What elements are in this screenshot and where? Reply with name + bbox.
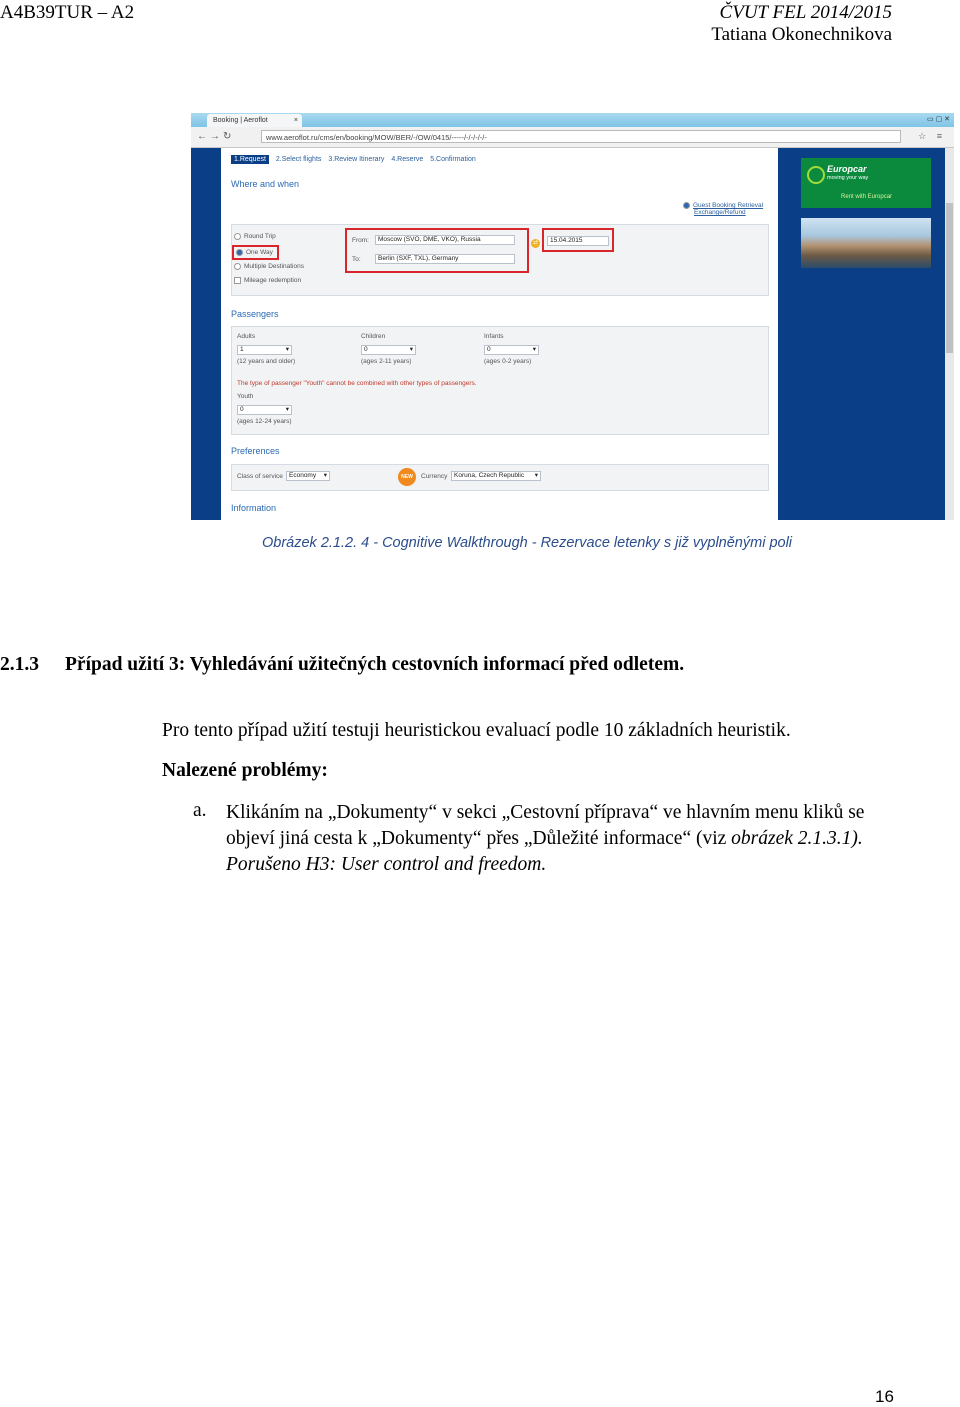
info-icon [683, 202, 690, 209]
trip-one-way[interactable] [232, 245, 279, 260]
adults-note: (12 years and older) [237, 358, 296, 365]
from-label: From: [352, 237, 369, 244]
youth-value: 0 [240, 406, 244, 413]
booking-steps [231, 154, 481, 166]
header-university: ČVUT FEL 2014/2015 [719, 2, 892, 23]
children-label: Children [361, 333, 386, 340]
currency-value: Koruna, Czech Republic [454, 472, 525, 479]
date-field[interactable]: 15.04.2015 [547, 236, 609, 246]
intro-paragraph: Pro tento případ užití testuji heuristickou evaluací podle 10 základních heuristik. [162, 720, 791, 741]
trip-mileage[interactable] [234, 277, 301, 284]
trip-round[interactable] [234, 233, 276, 240]
step-review[interactable]: 3.Review Itinerary [328, 156, 385, 163]
infants-select[interactable] [484, 345, 539, 355]
to-field[interactable]: Berlin (SXF, TXL), Germany [375, 254, 515, 264]
currency-select[interactable] [451, 471, 541, 481]
youth-warning: The type of passenger "Youth" cannot be combined with other types of passengers. [237, 380, 477, 387]
trip-panel [231, 224, 769, 296]
infants-note: (ages 0-2 years) [484, 358, 532, 365]
browser-tab[interactable] [207, 114, 302, 127]
adults-label: Adults [237, 333, 256, 340]
to-label: To: [352, 256, 361, 263]
chevron-down-icon: ▾ [409, 346, 413, 353]
children-select[interactable] [361, 345, 416, 355]
list-item-italic: obrázek 2.1.3.1). Porušeno H3: User control and freedom. [226, 828, 863, 875]
europcar-cta: Rent with Europcar [841, 194, 893, 200]
where-when-title: Where and when [231, 179, 300, 189]
passengers-title: Passengers [231, 309, 279, 319]
address-bar [191, 127, 954, 148]
close-icon[interactable]: × [293, 117, 298, 124]
header-course-code: A4B39TUR – A2 [0, 2, 135, 23]
class-label: Class of service [237, 473, 283, 480]
swap-icon[interactable]: ⇄ [532, 240, 539, 246]
youth-label: Youth [237, 393, 254, 400]
trip-mileage-label: Mileage redemption [244, 277, 302, 285]
class-select[interactable] [286, 471, 330, 481]
header-right [711, 2, 892, 46]
class-value: Economy [289, 472, 317, 479]
checkbox-icon [234, 277, 241, 284]
adults-select[interactable] [237, 345, 292, 355]
from-field[interactable]: Moscow (SVO, DME, VKO), Russia [375, 235, 515, 245]
europcar-tagline: moving your way [827, 175, 869, 181]
radio-icon [236, 249, 243, 256]
harbor-photo [801, 218, 931, 268]
list-item-text: Klikáním na „Dokumenty“ v sekci „Cestovní příprava“ ve hlavním menu kliků se objeví jiná cesta k „Dokumenty“ přes „Důležité informace“ (viz [226, 802, 865, 849]
chevron-down-icon: ▾ [285, 406, 289, 413]
step-request[interactable]: 1.Request [231, 155, 269, 164]
ad-sidebar [791, 148, 941, 520]
chevron-down-icon: ▾ [532, 346, 536, 353]
trip-round-label: Round Trip [244, 233, 276, 241]
date-box [542, 228, 614, 252]
chevron-down-icon: ▾ [534, 472, 538, 479]
preferences-panel [231, 464, 769, 491]
tab-title: Booking | Aeroflot [213, 117, 268, 124]
step-confirmation[interactable]: 5.Confirmation [430, 156, 476, 163]
list-item [226, 800, 876, 878]
figure-caption: Obrázek 2.1.2. 4 - Cognitive Walkthrough - Rezervace letenky s již vyplněnými poli [262, 535, 793, 551]
information-title: Information [231, 503, 277, 513]
scrollbar[interactable] [945, 148, 954, 520]
exchange-refund-link[interactable]: Exchange/Refund [694, 209, 746, 217]
window-controls-icon[interactable]: ▭ ▢ ✕ [927, 116, 950, 123]
passengers-panel [231, 326, 769, 435]
scrollbar-thumb[interactable] [946, 203, 953, 353]
infants-value: 0 [487, 346, 491, 353]
route-fields [345, 228, 529, 273]
problems-heading: Nalezené problémy: [162, 760, 328, 781]
currency-label: Currency [421, 473, 448, 480]
new-badge: NEW [398, 468, 416, 486]
step-select-flights[interactable]: 2.Select flights [275, 156, 322, 163]
header-author: Tatiana Okonechnikova [711, 24, 892, 45]
preferences-title: Preferences [231, 446, 280, 456]
nav-buttons-icon[interactable]: ←→↻ [197, 131, 235, 142]
europcar-logo-icon [807, 166, 825, 184]
star-icon[interactable]: ☆ ≡ [918, 131, 946, 141]
youth-note: (ages 12-24 years) [237, 418, 292, 425]
list-marker: a. [193, 800, 207, 821]
section-heading [0, 654, 684, 676]
url-field[interactable]: www.aeroflot.ru/cms/en/booking/MOW/BER/-/OW/0415/-----/-/-/-/-/- [261, 130, 901, 143]
radio-icon [234, 233, 241, 240]
trip-one-way-label: One Way [246, 249, 273, 257]
adults-value: 1 [240, 346, 244, 353]
section-title: Případ užití 3: Vyhledávání užitečných cestovních informací před odletem. [65, 654, 685, 675]
radio-icon [234, 263, 241, 270]
browser-tab-bar [191, 113, 954, 127]
guest-booking-link[interactable]: Guest Booking Retrieval [693, 202, 764, 210]
chevron-down-icon: ▾ [323, 472, 327, 479]
trip-multiple-label: Multiple Destinations [244, 263, 304, 271]
step-reserve[interactable]: 4.Reserve [391, 156, 424, 163]
chevron-down-icon: ▾ [285, 346, 289, 353]
europcar-brand: Europcar [827, 164, 867, 174]
screenshot-figure [191, 113, 954, 520]
europcar-ad[interactable] [801, 158, 931, 208]
youth-select[interactable] [237, 405, 292, 415]
guest-links [683, 202, 763, 216]
trip-multiple[interactable] [234, 263, 304, 270]
booking-form [221, 148, 778, 520]
section-number: 2.1.3 [0, 654, 39, 675]
page-number: 16 [875, 1387, 894, 1406]
children-note: (ages 2-11 years) [361, 358, 412, 365]
infants-label: Infants [484, 333, 504, 340]
children-value: 0 [364, 346, 368, 353]
